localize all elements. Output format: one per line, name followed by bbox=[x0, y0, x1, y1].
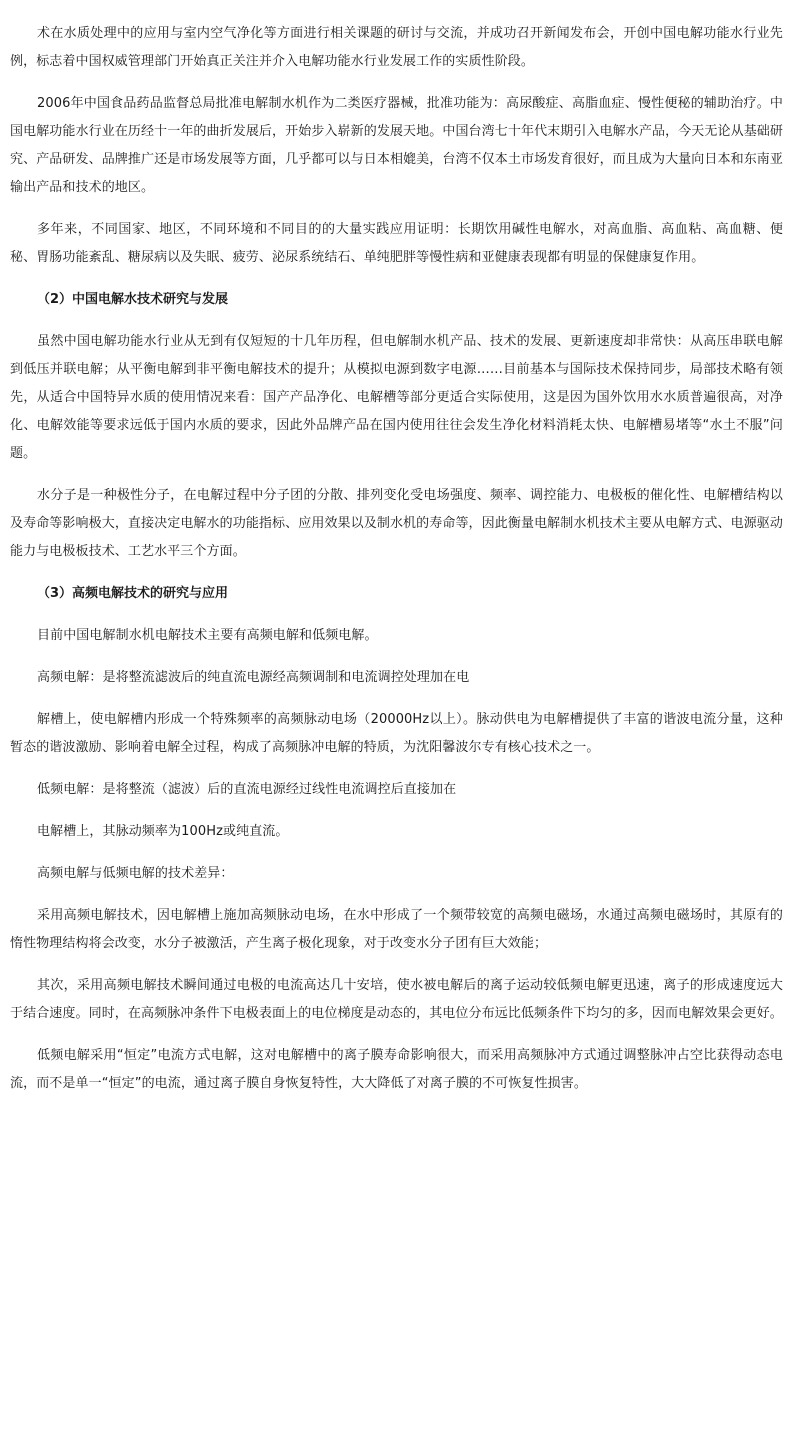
paragraph-low-freq-detail: 电解槽上，其脉动频率为100Hz或纯直流。 bbox=[37, 824, 289, 839]
paragraph-low-freq-def: 低频电解：是将整流（滤波）后的直流电源经过线性电流调控后直接加在 bbox=[37, 782, 457, 797]
section-heading-3: （3）高频电解技术的研究与应用 bbox=[37, 586, 229, 601]
paragraph-difference-2: 其次，采用高频电解技术瞬间通过电极的电流高达几十安培，使水被电解后的离子运动较低频电解更迅速，离子的形成速度远大于结合速度。同时，在高频脉冲条件下电极表面上的电位梯度是动态的，其电位分布远比低频条件下均匀的多，因而电解效果会更好。 bbox=[10, 978, 783, 1021]
section-heading-2: （2）中国电解水技术研究与发展 bbox=[37, 292, 229, 307]
paragraph-current-tech: 目前中国电解制水机电解技术主要有高频电解和低频电解。 bbox=[37, 628, 378, 643]
paragraph-2006-approval: 2006年中国食品药品监督总局批准电解制水机作为二类医疗器械，批准功能为：高尿酸症、高脂血症、慢性便秘的辅助治疗。中国电解功能水行业在历经十一年的曲折发展后，开始步入崭新的发展天地。中国台湾七十年代末期引入电解水产品，今天无论从基础研究、产品研发、品牌推广还是市场发展等方面，几乎都可以与日本相媲美，台湾不仅本土市场发育很好，而且成为大量向日本和东南亚输出产品和技术的地区。 bbox=[10, 96, 783, 195]
paragraph-water-molecule: 水分子是一种极性分子，在电解过程中分子团的分散、排列变化受电场强度、频率、调控能力、电极板的催化性、电解槽结构以及寿命等影响极大，直接决定电解水的功能指标、应用效果以及制水机的寿命等，因此衡量电解制水机技术主要从电解方式、电源驱动能力与电极板技术、工艺水平三个方面。 bbox=[10, 488, 783, 559]
paragraph-high-freq-def: 高频电解：是将整流滤波后的纯直流电源经高频调制和电流调控处理加在电 bbox=[37, 670, 470, 685]
paragraph-differences-heading: 高频电解与低频电解的技术差异： bbox=[37, 866, 234, 881]
paragraph-high-freq-detail: 解槽上，使电解槽内形成一个特殊频率的高频脉动电场（20000Hz以上）。脉动供电为电解槽提供了丰富的谐波电流分量，这种暂态的谐波激励、影响着电解全过程，构成了高频脉冲电解的特质，为沈阳馨波尔专有核心技术之一。 bbox=[10, 712, 783, 755]
paragraph-practice-evidence: 多年来，不同国家、地区，不同环境和不同目的的大量实践应用证明：长期饮用碱性电解水，对高血脂、高血粘、高血糖、便秘、胃肠功能紊乱、糖尿病以及失眠、疲劳、泌尿系统结石、单纯肥胖等慢性病和亚健康表现都有明显的保健康复作用。 bbox=[10, 222, 783, 265]
paragraph-tech-development: 虽然中国电解功能水行业从无到有仅短短的十几年历程，但电解制水机产品、技术的发展、更新速度却非常快：从高压串联电解到低压并联电解；从平衡电解到非平衡电解技术的提升；从模拟电源到数字电源……目前基本与国际技术保持同步，局部技术略有领先，从适合中国特异水质的使用情况来看：国产产品净化、电解槽等部分更适合实际使用，这是因为国外饮用水水质普遍很高，对净化、电解效能等要求远低于国内水质的要求，因此外品牌产品在国内使用往往会发生净化材料消耗太快、电解槽易堵等“水土不服”问题。 bbox=[10, 334, 783, 461]
paragraph-intro-continued: 术在水质处理中的应用与室内空气净化等方面进行相关课题的研讨与交流，并成功召开新闻发布会，开创中国电解功能水行业先例，标志着中国权威管理部门开始真正关注并介入电解功能水行业发展工作的实质性阶段。 bbox=[10, 26, 783, 69]
paragraph-difference-3: 低频电解采用“恒定”电流方式电解，这对电解槽中的离子膜寿命影响很大，而采用高频脉冲方式通过调整脉冲占空比获得动态电流，而不是单一“恒定”的电流，通过离子膜自身恢复特性，大大降低了对离子膜的不可恢复性损害。 bbox=[10, 1048, 783, 1091]
paragraph-difference-1: 采用高频电解技术，因电解槽上施加高频脉动电场，在水中形成了一个频带较宽的高频电磁场，水通过高频电磁场时，其原有的惰性物理结构将会改变，水分子被激活，产生离子极化现象，对于改变水分子团有巨大效能； bbox=[10, 908, 783, 951]
